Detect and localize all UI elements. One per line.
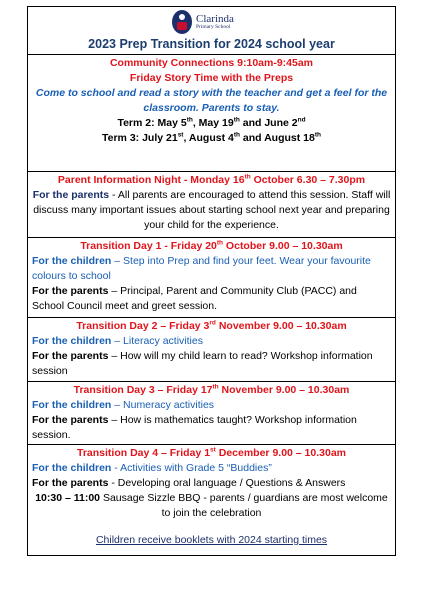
info-night-heading: Parent Information Night - Monday 16th October 6.30 – 7.30pm	[57, 173, 366, 186]
school-crest-icon	[172, 10, 192, 34]
day-4-parents: For the parents - Developing oral language / Questions & Answers	[32, 477, 346, 489]
day-1-heading: Transition Day 1 - Friday 20th October 9.00 – 10.30am	[80, 239, 343, 252]
term-3-dates: Term 3: July 21st, August 4th and August 18th	[102, 131, 321, 144]
story-time-description: Come to school and read a story with the teacher and get a feel for the classroom. Parents to stay.	[35, 87, 388, 114]
term-2-dates: Term 2: May 5th, May 19th and June 2nd	[117, 116, 306, 129]
community-heading: Community Connections 9:10am-9:45am	[109, 57, 314, 69]
day-4-heading: Transition Day 4 – Friday 1st December 9.00 – 10.30am	[76, 446, 347, 459]
day-2-parents: For the parents – How will my child learn to read? Workshop information session	[32, 350, 373, 377]
day-1-parents: For the parents – Principal, Parent and Community Club (PACC) and School Council meet and greet session.	[32, 285, 357, 312]
bbq-details: 10:30 – 11:00 Sausage Sizzle BBQ - parents / guardians are most welcome to join the celebration	[35, 492, 388, 519]
info-night-section	[28, 172, 395, 238]
day-3-heading: Transition Day 3 – Friday 17th November 9.00 – 10.30am	[73, 383, 350, 396]
school-subtitle: Primary School	[196, 23, 231, 30]
day-2-children: For the children – Literacy activities	[32, 335, 203, 347]
school-name: Clarinda	[196, 12, 234, 25]
day-2-heading: Transition Day 2 – Friday 3rd November 9.00 – 10.30am	[76, 319, 347, 332]
page-title: 2023 Prep Transition for 2024 school year	[88, 37, 335, 51]
flyer-header	[28, 7, 395, 55]
transition-day-2	[28, 318, 395, 382]
booklets-note: Children receive booklets with 2024 starting times	[95, 534, 328, 546]
day-3-parents: For the parents – How is mathematics taught? Workshop information session.	[32, 414, 357, 441]
transition-day-4	[28, 445, 395, 549]
story-time-heading: Friday Story Time with the Preps	[129, 72, 294, 84]
school-logo	[172, 10, 234, 34]
transition-day-1	[28, 238, 395, 318]
transition-day-3	[28, 382, 395, 445]
community-section	[28, 55, 395, 172]
day-1-children: For the children – Step into Prep and find your feet. Wear your favourite colours to school	[32, 255, 371, 282]
day-3-children: For the children – Numeracy activities	[32, 399, 215, 411]
day-4-children: For the children - Activities with Grade 5 “Buddies”	[32, 462, 272, 474]
info-night-details: For the parents - All parents are encouraged to attend this session. Staff will discuss many important issues about starting school next year and preparing your child for the experience.	[32, 189, 391, 231]
flyer-frame	[27, 6, 396, 556]
